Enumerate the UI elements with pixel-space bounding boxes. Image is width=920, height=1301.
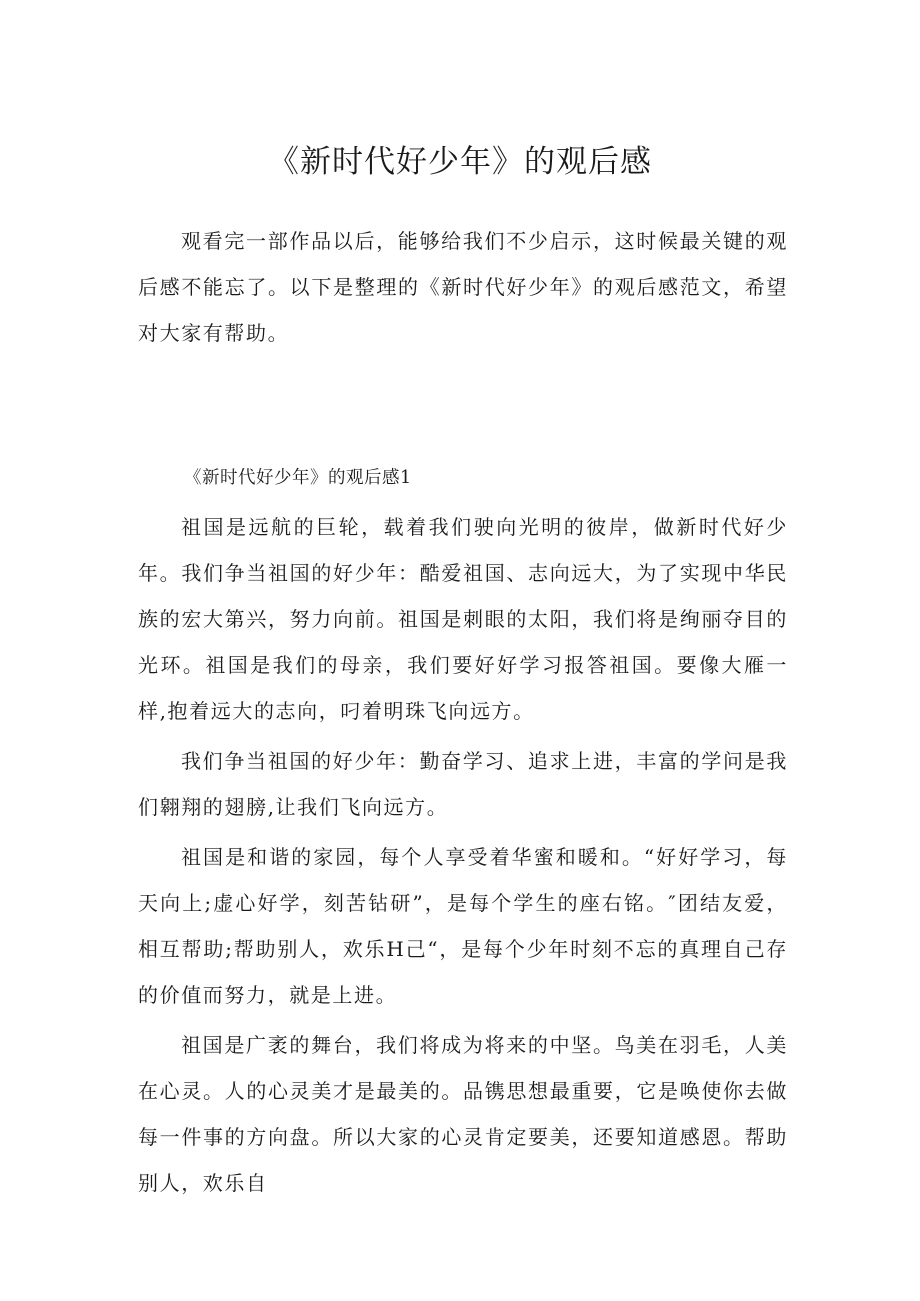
- intro-paragraph: 观看完一部作品以后，能够给我们不少启示，这时候最关键的观后感不能忘了。以下是整理的《新时代好少年》的观后感范文，希望对大家有帮助。: [138, 229, 788, 345]
- section-heading: 《新时代好少年》的观后感1: [184, 468, 412, 488]
- body-paragraph-4: 祖国是广袤的舞台，我们将成为将来的中坚。鸟美在羽毛，人美在心灵。人的心灵美才是最美的。品镌思想最重要，它是唤使你去做每一件事的方向盘。所以大家的心灵肯定要美，还要知道感恩。帮助别人，欢乐自: [138, 1033, 788, 1195]
- body-paragraph-3: 祖国是和谐的家园，每个人享受着华蜜和暖和。“好好学习，每天向上;虚心好学，刻苦钻研”，是每个学生的座右铭。″团结友爱，相互帮助;帮助别人，欢乐H己“，是每个少年时刻不忘的真理自己存的价值而努力，就是上进。: [138, 845, 788, 1007]
- section-content: [138, 504, 788, 1210]
- document-title: 《新时代好少年》的观后感: [268, 144, 652, 180]
- intro-block: [138, 218, 788, 360]
- body-paragraph-2: 我们争当祖国的好少年：勤奋学习、追求上进，丰富的学问是我们翱翔的翅膀,让我们飞向远方。: [138, 749, 788, 819]
- body-paragraph-1: 祖国是远航的巨轮，载着我们驶向光明的彼岸，做新时代好少年。我们争当祖国的好少年：酷爱祖国、志向远大，为了实现中华民族的宏大第兴，努力向前。祖国是刺眼的太阳，我们将是绚丽夺目的光环。祖国是我们的母亲，我们要好好学习报答祖国。要像大雁一样,抱着远大的志向，叼着明珠飞向远方。: [138, 515, 788, 723]
